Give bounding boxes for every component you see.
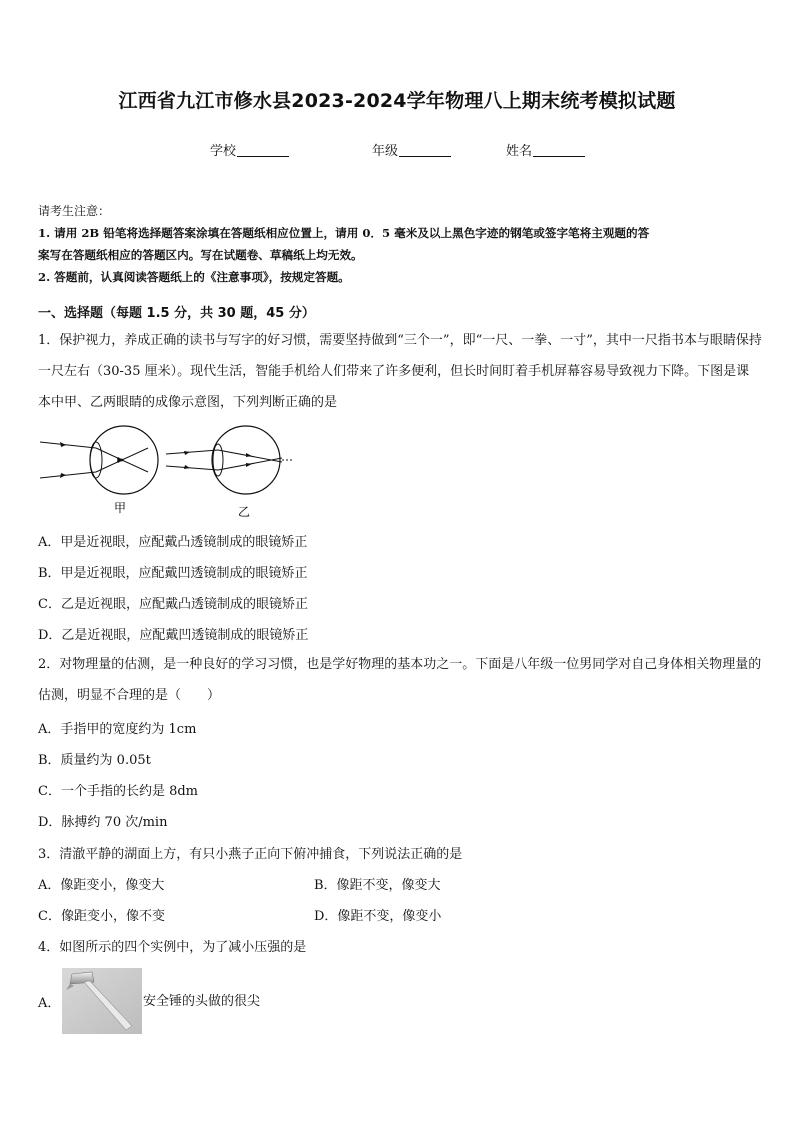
q1-option-b: B．甲是近视眼，应配戴凹透镜制成的眼镜矫正 [38,566,308,581]
name-label: 姓名 [506,144,533,159]
q4-option-a-text: 安全锤的头做的很尖 [143,994,261,1009]
q3-option-a: A．像距变小，像变大 [38,878,165,893]
q1-option-c: C．乙是近视眼，应配戴凸透镜制成的眼镜矫正 [38,597,308,612]
notice-line-1b: 案写在答题纸相应的答题区内。写在试题卷、草稿纸上均无效。 [38,248,363,262]
safety-hammer-image [62,968,142,1034]
eye-b-diagram [166,426,292,494]
eye-b-label: 乙 [238,505,251,519]
name-field [506,140,585,159]
q3-option-d: D．像距不变，像变小 [314,909,442,924]
eye-a-diagram [40,426,158,494]
notice-line-2: 2. 答题前，认真阅读答题纸上的《注意事项》，按规定答题。 [38,270,350,284]
notice-line-1a: 1. 请用 2B 铅笔将选择题答案涂填在答题纸相应位置上，请用 0．5 毫米及以上黑色字迹的钢笔或签字笔将主观题的答 [38,226,650,240]
school-field [210,140,289,159]
eye-imaging-figure [38,424,298,520]
question-3-text: 3．清澈平静的湖面上方，有只小燕子正向下俯冲捕食，下列说法正确的是 [38,847,463,862]
school-label: 学校 [210,144,237,159]
q3-option-b: B．像距不变，像变大 [314,878,441,893]
grade-field [372,140,451,159]
grade-blank [399,143,451,157]
q3-option-c: C．像距变小，像不变 [38,909,165,924]
q2-option-c: C．一个手指的长约是 8dm [38,784,198,799]
page-title: 江西省九江市修水县2023-2024学年物理八上期末统考模拟试题 [118,90,676,112]
school-blank [237,143,289,157]
question-2-text: 2．对物理量的估测，是一种良好的学习习惯，也是学好物理的基本功之一。下面是八年级一位男同学对自己身体相关物理量的估测，明显不合理的是（ ） [38,657,762,703]
grade-label: 年级 [372,144,399,159]
notice-head: 请考生注意： [38,204,111,218]
question-4-text: 4．如图所示的四个实例中，为了减小压强的是 [38,940,307,955]
eye-a-label: 甲 [114,501,127,515]
q1-option-a: A．甲是近视眼，应配戴凸透镜制成的眼镜矫正 [38,535,308,550]
q1-option-d: D．乙是近视眼，应配戴凹透镜制成的眼镜矫正 [38,628,309,643]
question-1-text: 1．保护视力，养成正确的读书与写字的好习惯，需要坚持做到“三个一”，即“一尺、一拳、一寸”，其中一尺指书本与眼睛保持一尺左右（30-35 厘米）。现代生活，智能手机给人们带来了许多便利，但长时间盯着手机屏幕容易导致视力下降。下图是课本中甲、乙两眼睛的成像示意图，下列判断正确的是 [38,333,762,410]
name-blank [533,143,585,157]
student-info-row [0,140,794,160]
q2-option-d: D．脉搏约 70 次/min [38,815,168,830]
q2-option-a: A．手指甲的宽度约为 1cm [38,722,197,737]
section-heading: 一、选择题（每题 1.5 分，共 30 题，45 分） [38,306,315,321]
q2-option-b: B．质量约为 0.05t [38,753,151,768]
notice-block [38,200,762,288]
q4-option-a-letter: A． [38,996,61,1011]
